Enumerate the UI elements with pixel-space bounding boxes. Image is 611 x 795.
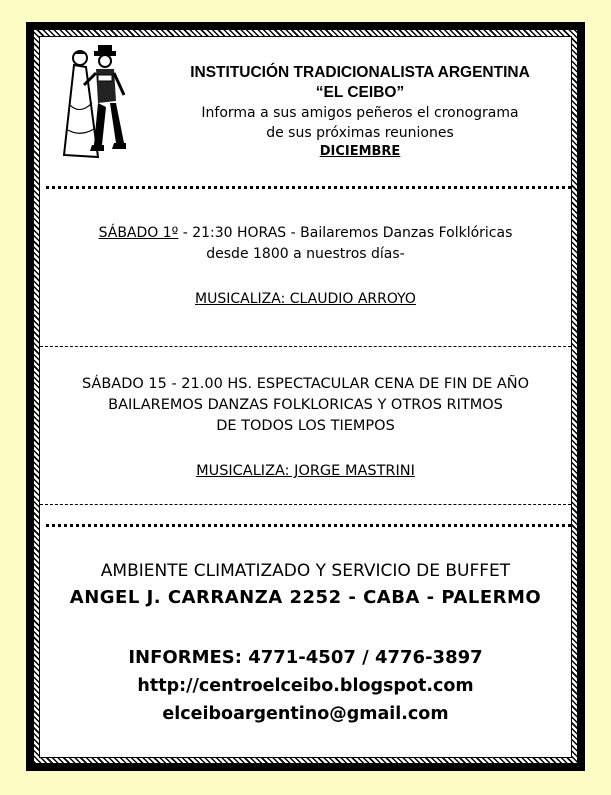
footer xyxy=(40,558,571,728)
blog-link[interactable]: http://centroelceibo.blogspot.com xyxy=(137,676,474,696)
intro-line-2: de sus próximas reuniones xyxy=(266,125,454,141)
divider-3 xyxy=(40,504,571,505)
divider-4 xyxy=(46,524,571,527)
amenities: AMBIENTE CLIMATIZADO Y SERVICIO DE BUFFET xyxy=(100,561,511,581)
email-link[interactable]: elceiboargentino@gmail.com xyxy=(162,704,449,724)
dancing-couple-icon xyxy=(52,45,130,163)
event-1-day: SÁBADO 1º xyxy=(98,225,179,241)
divider-1 xyxy=(46,186,571,189)
event-1-line-1 xyxy=(40,223,571,244)
month-label: DICIEMBRE xyxy=(319,144,401,159)
event-2-line-3: DE TODOS LOS TIEMPOS xyxy=(216,418,395,434)
event-2-line-2: BAILAREMOS DANZAS FOLKLORICAS Y OTROS RITMOS xyxy=(108,397,503,413)
event-1-desc: - 21:30 HORAS - Bailaremos Danzas Folklóricas xyxy=(178,225,513,241)
institution-title: INSTITUCIÓN TRADICIONALISTA ARGENTINA xyxy=(190,64,530,81)
event-2-line-1: SÁBADO 15 - 21.00 HS. ESPECTACULAR CENA DE FIN DE AÑO xyxy=(81,376,530,392)
event-1-dj: MUSICALIZA: CLAUDIO ARROYO xyxy=(195,291,416,307)
event-1-line-2: desde 1800 a nuestros días- xyxy=(206,246,405,262)
address: ANGEL J. CARRANZA 2252 - CABA - PALERMO xyxy=(69,587,542,608)
event-1 xyxy=(40,223,571,310)
divider-2 xyxy=(40,346,571,347)
institution-name: “EL CEIBO” xyxy=(315,84,405,101)
event-2 xyxy=(40,374,571,482)
intro-line-1: Informa a sus amigos peñeros el cronograma xyxy=(201,105,519,121)
event-2-dj: MUSICALIZA: JORGE MASTRINI xyxy=(196,463,415,479)
phones: INFORMES: 4771-4507 / 4776-3897 xyxy=(128,647,483,668)
header xyxy=(140,63,580,161)
